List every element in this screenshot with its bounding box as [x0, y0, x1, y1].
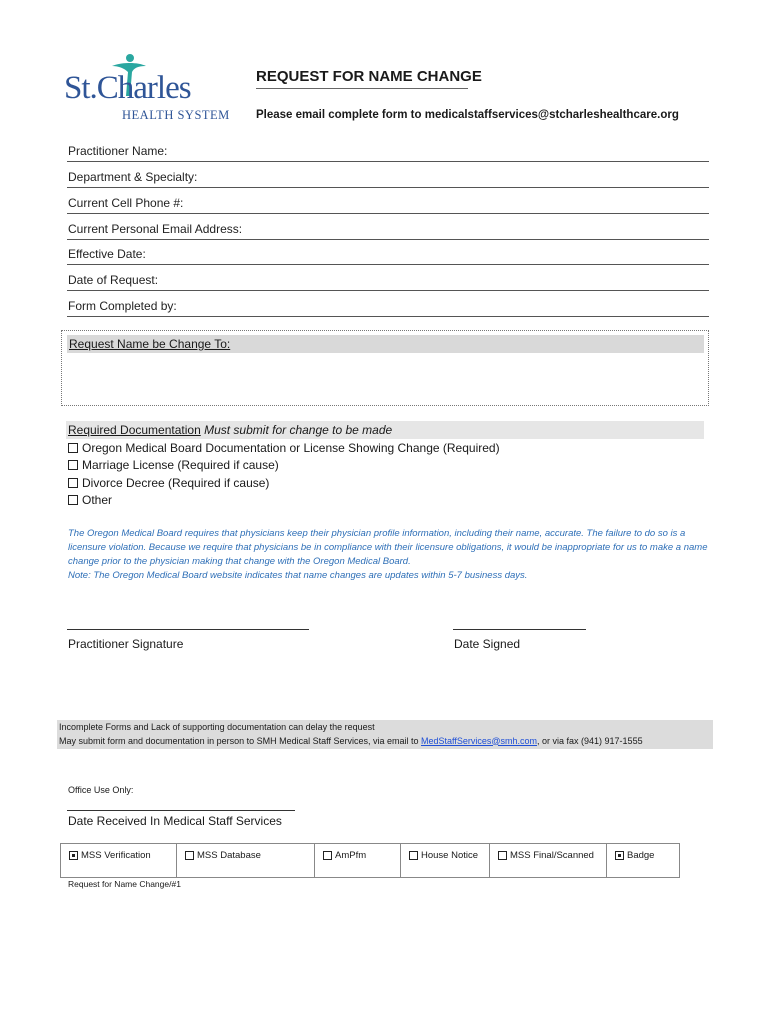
date-signed-label: Date Signed: [454, 637, 521, 651]
practitioner-name-field[interactable]: Practitioner Name:: [67, 140, 709, 162]
checkbox-icon[interactable]: [68, 495, 78, 505]
personal-email-field[interactable]: Current Personal Email Address:: [67, 218, 709, 240]
checkbox-icon[interactable]: [68, 443, 78, 453]
date-received-line[interactable]: [67, 810, 295, 811]
new-name-heading: Request Name be Change To:: [67, 335, 704, 353]
checkbox-icon[interactable]: [68, 478, 78, 488]
medstaff-email-link[interactable]: MedStaffServices@smh.com: [421, 735, 538, 746]
checkbox-icon[interactable]: [615, 851, 624, 860]
effective-date-field[interactable]: Effective Date:: [67, 243, 709, 265]
doc-checkbox-divorce[interactable]: Divorce Decree (Required if cause): [68, 476, 269, 490]
date-of-request-field[interactable]: Date of Request:: [67, 269, 709, 291]
checkbox-icon[interactable]: [498, 851, 507, 860]
form-title: REQUEST FOR NAME CHANGE: [256, 68, 482, 85]
doc-checkbox-other[interactable]: Other: [68, 493, 112, 507]
email-instruction: Please email complete form to medicalstaffservices@stcharleshealthcare.org: [256, 109, 679, 121]
checkbox-icon[interactable]: [68, 460, 78, 470]
checklist-badge[interactable]: Badge: [607, 844, 679, 877]
checkbox-icon[interactable]: [185, 851, 194, 860]
checkbox-icon[interactable]: [69, 851, 78, 860]
checklist-mss-verification[interactable]: MSS Verification: [61, 844, 177, 877]
logo-subtitle: HEALTH SYSTEM: [122, 108, 230, 122]
department-specialty-field[interactable]: Department & Specialty:: [67, 166, 709, 188]
date-signed-line[interactable]: [453, 629, 586, 630]
checkbox-icon[interactable]: [409, 851, 418, 860]
new-name-input-box[interactable]: [61, 330, 709, 406]
checklist-ampfm[interactable]: AmPfm: [315, 844, 401, 877]
form-footer: Request for Name Change/#1: [68, 879, 181, 889]
title-underline: [256, 88, 468, 89]
checklist-mss-final-scanned[interactable]: MSS Final/Scanned: [490, 844, 607, 877]
office-checklist-table: [60, 843, 680, 878]
office-use-label: Office Use Only:: [68, 785, 134, 795]
doc-checkbox-oregon-board[interactable]: Oregon Medical Board Documentation or License Showing Change (Required): [68, 441, 500, 455]
st-charles-logo: [64, 52, 244, 122]
form-completed-by-field[interactable]: Form Completed by:: [67, 295, 709, 317]
checklist-house-notice[interactable]: House Notice: [401, 844, 490, 877]
documentation-heading: Required Documentation Must submit for change to be made: [66, 421, 704, 439]
doc-checkbox-marriage[interactable]: Marriage License (Required if cause): [68, 458, 279, 472]
practitioner-signature-label: Practitioner Signature: [68, 637, 184, 651]
date-received-label: Date Received In Medical Staff Services: [68, 814, 282, 828]
practitioner-signature-line[interactable]: [67, 629, 309, 630]
checkbox-icon[interactable]: [323, 851, 332, 860]
submission-info-banner: Incomplete Forms and Lack of supporting documentation can delay the request May submit form and documentation in person to SMH Medical Staff Services, via email to MedStaffServices@smh.com, or via fax (941) 917-1555: [57, 720, 713, 749]
logo-wordmark: St.Charles: [64, 70, 191, 106]
checklist-mss-database[interactable]: MSS Database: [177, 844, 315, 877]
cell-phone-field[interactable]: Current Cell Phone #:: [67, 192, 709, 214]
oregon-board-notice: The Oregon Medical Board requires that physicians keep their physician profile information, including their name, accurate. The failure to do so is a licensure violation. Because we require that physicians be in compliance with their licensure obligations, it would be inappropriate for us to make a name change prior to the physician making that change with the Oregon Medical Board. Note: The Oregon Medical Board website indicates that name changes are updates within 5-7 business days.: [68, 528, 708, 581]
